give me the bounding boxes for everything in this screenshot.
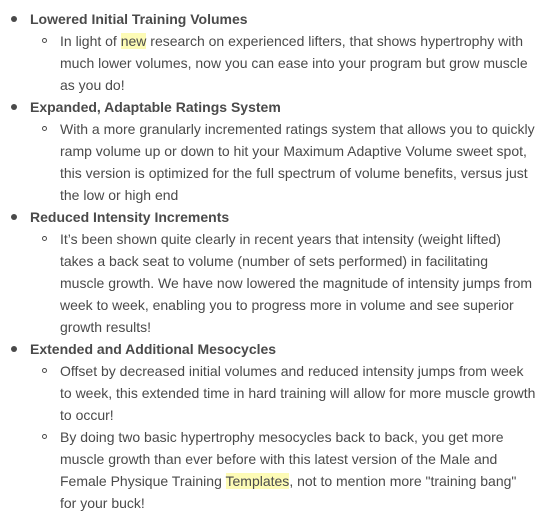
detail-item <box>30 30 544 96</box>
feature-details <box>30 118 544 206</box>
detail-text: research on experienced lifters, that shows hypertrophy with much lower volumes, now you can ease into your program but grow muscle as you do! <box>60 33 528 93</box>
feature-item-intensity-increments <box>0 206 544 338</box>
bullet-circle-icon <box>42 126 47 131</box>
feature-list <box>0 8 544 514</box>
detail-text: It’s been shown quite clearly in recent years that intensity (weight lifted) takes a back seat to volume (number of sets performed) in facilitating muscle growth. We have now lowered the magnitude of intensity jumps from week to week, enabling you to progress more in volume and see superior growth results! <box>60 231 533 335</box>
detail-text: , not to mention more "training bang" for your buck! <box>60 473 517 511</box>
feature-heading: Extended and Additional Mesocycles <box>30 341 277 357</box>
detail-text: Offset by decreased initial volumes and reduced intensity jumps from week to week, this extended time in hard training will allow for more muscle growth to occur! <box>60 363 536 423</box>
bullet-disc-icon <box>11 16 17 22</box>
detail-text: By doing two basic hypertrophy mesocycles back to back, you get more muscle growth than ever before with this latest version of the Male and Female Physique Training <box>60 429 504 489</box>
detail-item <box>30 426 544 514</box>
detail-item <box>30 228 544 338</box>
bullet-disc-icon <box>11 346 17 352</box>
feature-details <box>30 360 544 514</box>
bullet-disc-icon <box>11 104 17 110</box>
feature-item-lowered-volumes <box>0 8 544 96</box>
feature-details <box>30 228 544 338</box>
bullet-circle-icon <box>42 236 47 241</box>
detail-item <box>30 360 544 426</box>
feature-heading: Lowered Initial Training Volumes <box>30 11 248 27</box>
feature-heading: Reduced Intensity Increments <box>30 209 230 225</box>
feature-item-ratings-system <box>0 96 544 206</box>
highlighted-word: new <box>120 33 147 49</box>
detail-text: In light of <box>60 33 121 49</box>
bullet-circle-icon <box>42 38 47 43</box>
feature-item-mesocycles <box>0 338 544 514</box>
highlighted-word: Templates <box>225 473 290 489</box>
detail-text: With a more granularly incremented ratings system that allows you to quickly ramp volume up or down to hit your Maximum Adaptive Volume sweet spot, this version is optimized for the full spectrum of volume benefits, versus just the low or high end <box>60 121 535 203</box>
feature-details <box>30 30 544 96</box>
detail-item <box>30 118 544 206</box>
feature-heading: Expanded, Adaptable Ratings System <box>30 99 281 115</box>
bullet-disc-icon <box>11 214 17 220</box>
bullet-circle-icon <box>42 368 47 373</box>
bullet-circle-icon <box>42 434 47 439</box>
